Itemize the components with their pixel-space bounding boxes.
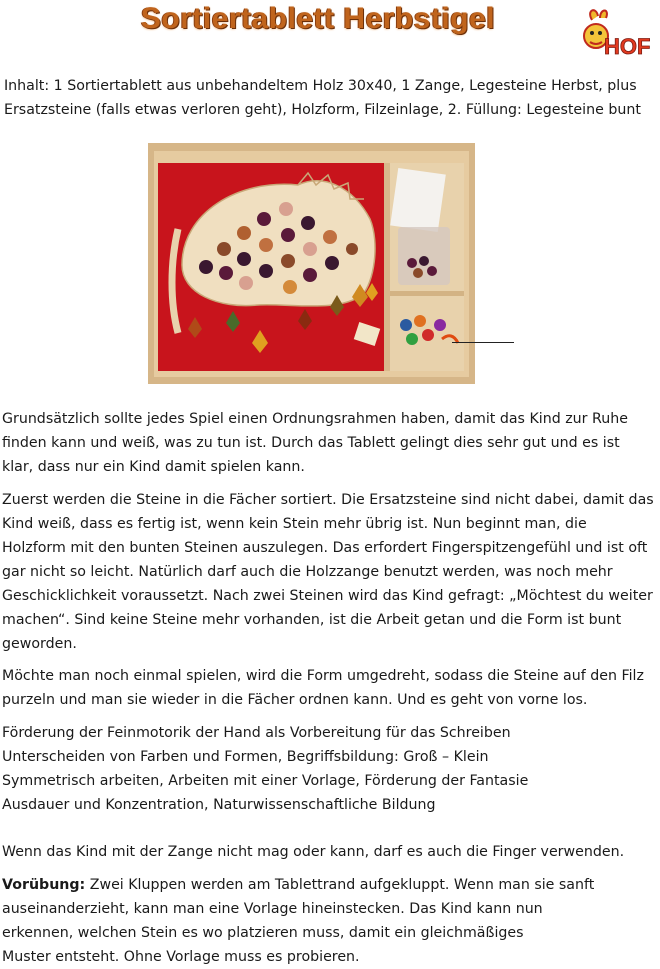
- intro-text: Inhalt: 1 Sortiertablett aus unbehandeltem Holz 30x40, 1 Zange, Legesteine Herbst, plus Ersatzsteine (falls etwas verloren geht), Holzform, Filzeinlage, 2. Füllung: Legesteine bunt: [4, 78, 641, 118]
- benefit-item: Symmetrisch arbeiten, Arbeiten mit einer Vorlage, Förderung der Fantasie: [2, 773, 529, 789]
- preexercise-text: erkennen, welchen Stein es wo platzieren muss, damit ein gleichmäßiges: [2, 925, 524, 941]
- benefit-item: Unterscheiden von Farben und Formen, Begriffsbildung: Groß – Klein: [2, 749, 489, 765]
- benefit-item: Förderung der Feinmotorik der Hand als Vorbereitung für das Schreiben: [2, 725, 511, 741]
- svg-text:HOF: HOF: [604, 34, 650, 59]
- finger-note: Wenn das Kind mit der Zange nicht mag oder kann, darf es auch die Finger verwenden.: [2, 844, 625, 860]
- preexercise-section: [2, 873, 654, 969]
- preexercise-text: Muster entsteht. Ohne Vorlage muss es probieren.: [2, 949, 360, 965]
- hof-logo-icon: [578, 6, 650, 62]
- benefit-item: Ausdauer und Konzentration, Naturwissenschaftliche Bildung: [2, 797, 436, 813]
- callout-line: [452, 342, 514, 343]
- paragraph-procedure: Zuerst werden die Steine in die Fächer sortiert. Die Ersatzsteine sind nicht dabei, damit das Kind weiß, dass es fertig ist, wenn kein Stein mehr übrig ist. Nun beginnt man, die Holzform mit den bunten Steinen auszulegen. Das erfordert Fingerspitzengefühl und ist oft gar nicht so leicht. Natürlich darf auch die Holzzange benutzt werden, was noch mehr Geschicklichkeit voraussetzt. Nach zwei Steinen wird das Kind gefragt: „Möchtest du weiter machen“. Sind keine Steine mehr vorhanden, ist die Arbeit getan und die Form ist bunt geworden.: [2, 492, 654, 652]
- preexercise-text: auseinanderzieht, kann man eine Vorlage hineinstecken. Das Kind kann nun: [2, 901, 543, 917]
- benefits-list: [2, 721, 654, 817]
- preexercise-text: Zwei Kluppen werden am Tablettrand aufgekluppt. Wenn man sie sanft: [85, 877, 595, 893]
- paragraph-order-frame: Grundsätzlich sollte jedes Spiel einen Ordnungsrahmen haben, damit das Kind zur Ruhe finden kann und weiß, was zu tun ist. Durch das Tablett gelingt dies sehr gut und es ist klar, dass nur ein Kind damit spielen kann.: [2, 411, 628, 475]
- product-photo: [148, 143, 475, 384]
- preexercise-label: Vorübung:: [2, 877, 86, 893]
- page-title: Sortiertablett Herbstigel: [140, 2, 496, 35]
- paragraph-repeat: Möchte man noch einmal spielen, wird die Form umgedreht, sodass die Steine auf den Filz purzeln und man sie wieder in die Fächer ordnen kann. Und es geht von vorne los.: [2, 668, 644, 708]
